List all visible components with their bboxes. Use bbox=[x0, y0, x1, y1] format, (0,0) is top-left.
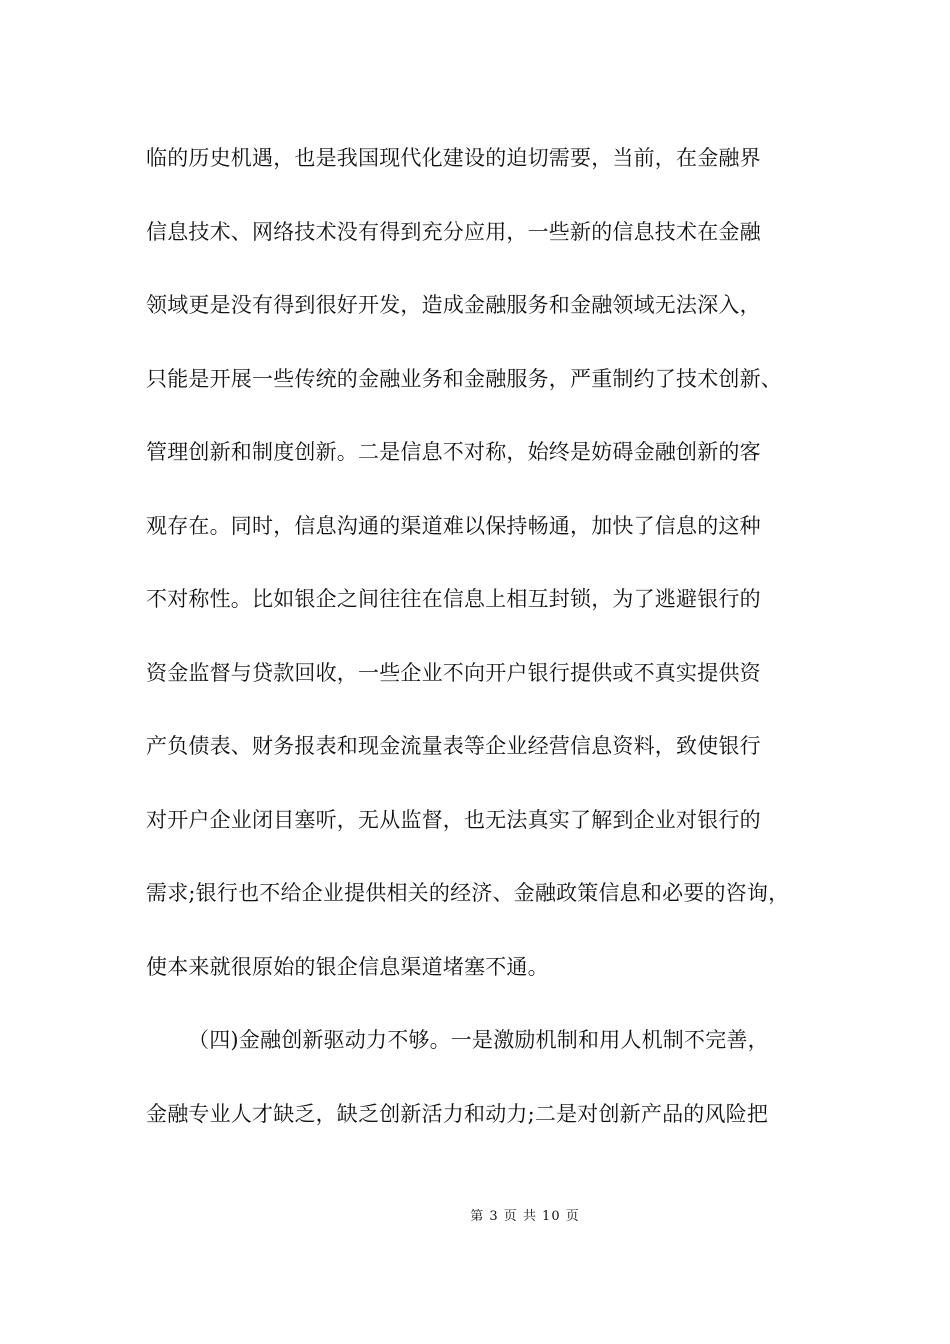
text-line: 不对称性。比如银企之间往往在信息上相互封锁，为了逃避银行的 bbox=[146, 587, 761, 611]
text-line: 需求;银行也不给企业提供相关的经济、金融政策信息和必要的咨询， bbox=[146, 881, 790, 905]
text-line: 领域更是没有得到很好开发，造成金融服务和金融领域无法深入， bbox=[146, 293, 761, 317]
text-line: 金融专业人才缺乏，缺乏创新活力和动力;二是对创新产品的风险把 bbox=[146, 1101, 769, 1126]
text-line: 只能是开展一些传统的金融业务和金融服务，严重制约了技术创新、 bbox=[146, 366, 782, 391]
text-line: 对开户企业闭目塞听，无从监督，也无法真实了解到企业对银行的 bbox=[146, 807, 761, 832]
text-line: 临的历史机遇，也是我国现代化建设的迫切需要，当前，在金融界 bbox=[146, 146, 761, 170]
page-number-footer: 第 3 页 共 10 页 bbox=[470, 1209, 580, 1224]
text-line: 资金监督与贷款回收，一些企业不向开户银行提供或不真实提供资 bbox=[146, 660, 761, 685]
text-line: 使本来就很原始的银企信息渠道堵塞不通。 bbox=[146, 954, 549, 979]
text-line-indented: （四)金融创新驱动力不够。一是激励机制和用人机制不完善， bbox=[188, 1028, 769, 1052]
text-line: 信息技术、网络技术没有得到充分应用，一些新的信息技术在金融 bbox=[146, 219, 761, 244]
text-line: 观存在。同时，信息沟通的渠道难以保持畅通，加快了信息的这种 bbox=[146, 513, 761, 538]
text-line: 管理创新和制度创新。二是信息不对称，始终是妨碍金融创新的客 bbox=[146, 440, 761, 464]
text-line: 产负债表、财务报表和现金流量表等企业经营信息资料，致使银行 bbox=[146, 734, 761, 758]
body-text bbox=[146, 138, 826, 1167]
